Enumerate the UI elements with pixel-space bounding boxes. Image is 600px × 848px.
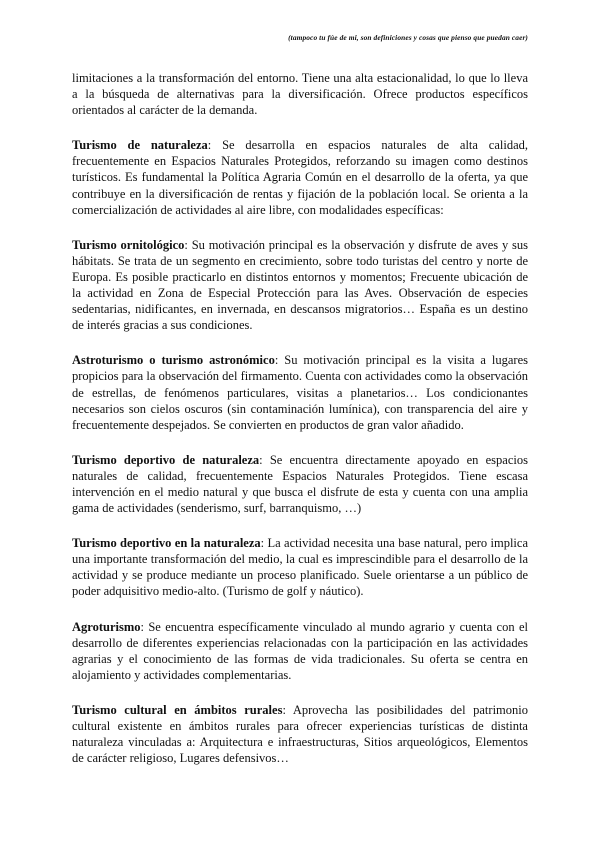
term-separator: : — [184, 237, 192, 252]
document-body — [72, 70, 528, 785]
term-separator: : — [259, 452, 270, 467]
paragraph-turismo-ornitologico — [72, 237, 528, 334]
header-note: (tampoco tu fúe de mi, son definiciones y cosas que pienso que puedan caer) — [288, 33, 528, 42]
term-heading: Turismo de naturaleza — [72, 138, 208, 153]
paragraph-text: Se encuentra directamente apoyado en espacios naturales de calidad, frecuentemente Espacios Naturales Protegidos. Tiene escasa intervención en el medio natural y que busca el disfrute de esta y cuenta con una amplia gama de actividades (senderismo, surf, barranquismo, …) — [72, 452, 528, 516]
paragraph-text: Su motivación principal es la observación y disfrute de aves y sus hábitats. Se trata de un segmento en crecimiento, sobre todo turistas del centro y norte de Europa. Es posible practicarlo en distintos entornos y momentos; Frecuente ubicación de la actividad en Zona de Especial Protección para las Aves. Observación de especies sedentarias, nidificantes, en invernada, en descansos migratorios… España es un destino de interés gracias a sus condiciones. — [72, 237, 528, 333]
paragraph-agroturismo — [72, 619, 528, 683]
paragraph-deportivo-de-naturaleza — [72, 452, 528, 516]
term-heading: Turismo deportivo de naturaleza — [72, 452, 260, 467]
term-separator: : — [207, 138, 223, 153]
term-heading: Turismo cultural en ámbitos rurales — [72, 702, 283, 717]
paragraph-turismo-cultural-rural — [72, 702, 528, 766]
term-heading: Turismo deportivo en la naturaleza — [72, 536, 261, 551]
term-separator: : — [282, 702, 293, 717]
paragraph-text: Aprovecha las posibilidades del patrimonio cultural existente en ámbitos rurales para ofrecer experiencias turísticas de distinta naturaleza vinculadas a: Arquitectura e infraestructuras, Sitios arqueológicos, Elementos de carácter religioso, Lugares defensivos… — [72, 702, 528, 766]
paragraph-astroturismo — [72, 352, 528, 432]
term-heading: Astroturismo o turismo astronómico — [72, 353, 275, 368]
paragraph-text: limitaciones a la transformación del entorno. Tiene una alta estacionalidad, lo que lo lleva a la búsqueda de alternativas para la diversificación. Ofrece productos específicos orientados al carácter de la demanda. — [72, 71, 528, 118]
term-heading: Turismo ornitológico — [72, 237, 185, 252]
paragraph-text: Su motivación principal es la visita a lugares propicios para la observación del firmamento. Cuenta con actividades como la observación de estrellas, de fenómenos particulares, visitas a planetarios… Los condicionantes necesarios son cielos oscuros (sin contaminación lumínica), con transparencia del aire y frecuentemente despejados. Se convierten en productos de gran valor añadido. — [72, 353, 529, 432]
paragraph-text: Se desarrolla en espacios naturales de alta calidad, frecuentemente en Espacios Naturales Protegidos, reforzando su imagen como destinos turísticos. Es fundamental la Política Agraria Común en el desarrollo de la oferta, ya que contribuye en la diversificación de rentas y fijación de la población local. Se orienta a la comercialización de actividades al aire libre, con modalidades específicas: — [72, 138, 528, 217]
term-separator: : — [140, 619, 149, 634]
paragraph-continuation — [72, 70, 528, 118]
term-separator: : — [274, 353, 285, 368]
paragraph-turismo-naturaleza — [72, 137, 528, 217]
term-separator: : — [260, 536, 268, 551]
paragraph-deportivo-en-la-naturaleza — [72, 535, 528, 599]
paragraph-text: La actividad necesita una base natural, pero implica una importante transformación del medio, la cual es imprescindible para el desarrollo de la actividad y se produce mediante un proceso planificado. Suele orientarse a un público de poder adquisitivo medio-alto. (Turismo de golf y náutico). — [72, 536, 528, 599]
paragraph-text: Se encuentra específicamente vinculado al mundo agrario y cuenta con el desarrollo de diferentes experiencias relacionadas con la participación en las actividades agrarias y el conocimiento de las formas de vida tradicionales. Su oferta se centra en alojamiento y actividades complementarias. — [72, 619, 528, 682]
term-heading: Agroturismo — [72, 619, 141, 634]
